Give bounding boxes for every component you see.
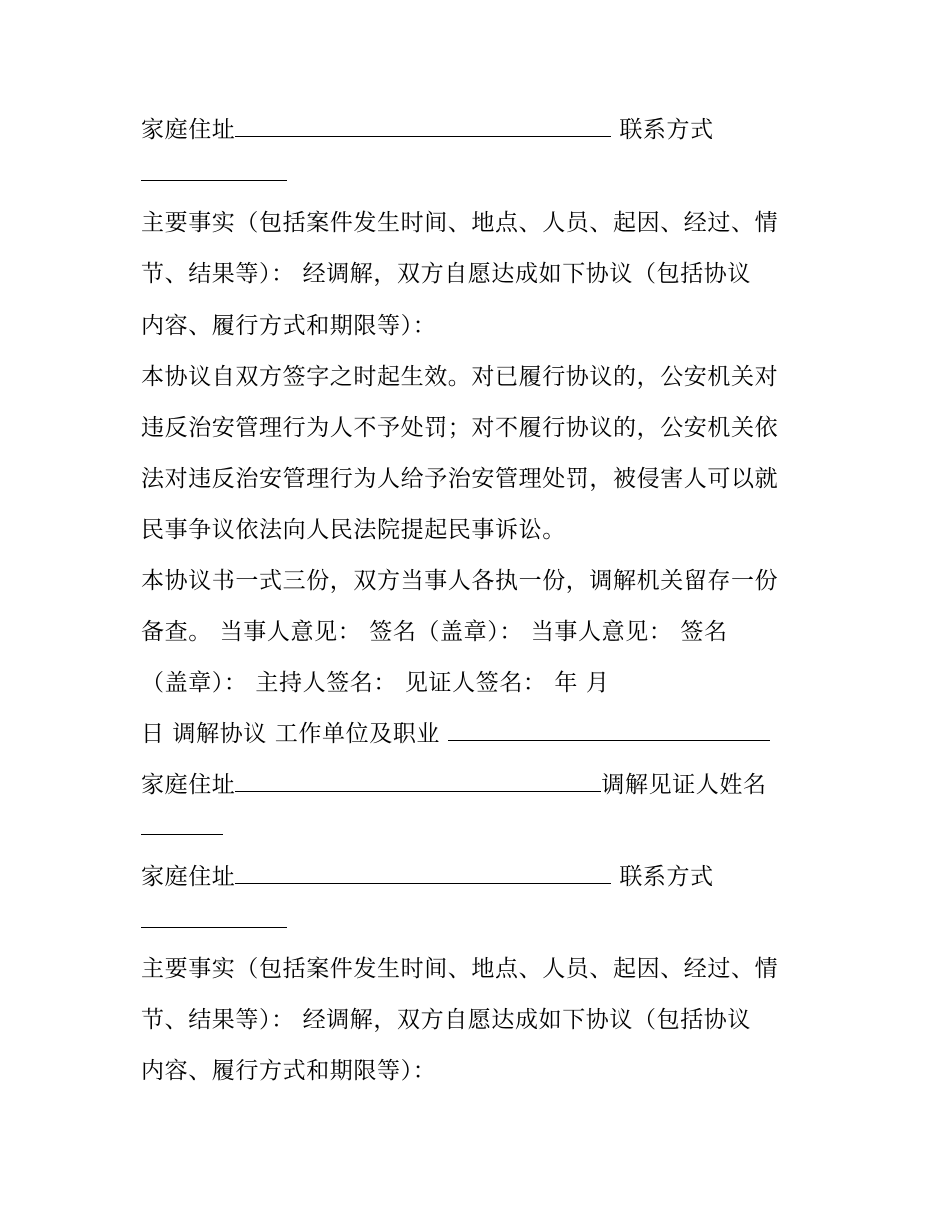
address-witness-line bbox=[141, 769, 767, 800]
paragraph-line: 民事争议依法向人民法院提起民事诉讼。 bbox=[141, 517, 566, 543]
occupation-line bbox=[141, 718, 770, 749]
paragraph-line: 备查。 当事人意见： 签名（盖章）： 当事人意见： 签名 bbox=[141, 619, 728, 645]
occupation-label: 日 调解协议 工作单位及职业 bbox=[141, 721, 441, 747]
witness-name-blank[interactable] bbox=[141, 812, 223, 835]
witness-name-label: 调解见证人姓名 bbox=[601, 772, 767, 798]
address-label: 家庭住址 bbox=[141, 864, 236, 890]
paragraph-line: 节、结果等）： 经调解，双方自愿达成如下协议（包括协议 bbox=[141, 261, 752, 287]
contact-label: 联系方式 bbox=[619, 864, 714, 890]
contact-label: 联系方式 bbox=[619, 117, 714, 143]
address-label: 家庭住址 bbox=[141, 772, 236, 798]
contact-blank-line bbox=[141, 905, 287, 936]
address-blank[interactable] bbox=[235, 114, 611, 137]
contact-blank[interactable] bbox=[141, 905, 287, 928]
paragraph-line: 违反治安管理行为人不予处罚；对不履行协议的，公安机关依 bbox=[141, 415, 779, 441]
paragraph-line: （盖章）： 主持人签名： 见证人签名： 年 月 bbox=[141, 670, 610, 696]
paragraph-line: 法对违反治安管理行为人给予治安管理处罚，被侵害人可以就 bbox=[141, 466, 779, 492]
paragraph-line: 主要事实（包括案件发生时间、地点、人员、起因、经过、情 bbox=[141, 956, 779, 982]
paragraph-line: 本协议自双方签字之时起生效。对已履行协议的，公安机关对 bbox=[141, 364, 779, 390]
address-blank[interactable] bbox=[235, 861, 611, 884]
witness-name-blank-line bbox=[141, 812, 223, 843]
paragraph-line: 节、结果等）： 经调解，双方自愿达成如下协议（包括协议 bbox=[141, 1007, 752, 1033]
address-blank[interactable] bbox=[235, 769, 601, 792]
paragraph-line: 主要事实（包括案件发生时间、地点、人员、起因、经过、情 bbox=[141, 210, 779, 236]
contact-blank-line bbox=[141, 158, 287, 189]
address-label: 家庭住址 bbox=[141, 117, 236, 143]
address-contact-line bbox=[141, 114, 714, 145]
contact-blank[interactable] bbox=[141, 158, 287, 181]
paragraph-line: 内容、履行方式和期限等）： bbox=[141, 1058, 437, 1084]
paragraph-line: 本协议书一式三份，双方当事人各执一份，调解机关留存一份 bbox=[141, 568, 779, 594]
address-contact-line bbox=[141, 861, 714, 892]
occupation-blank[interactable] bbox=[448, 718, 770, 741]
paragraph-line: 内容、履行方式和期限等）： bbox=[141, 313, 437, 339]
